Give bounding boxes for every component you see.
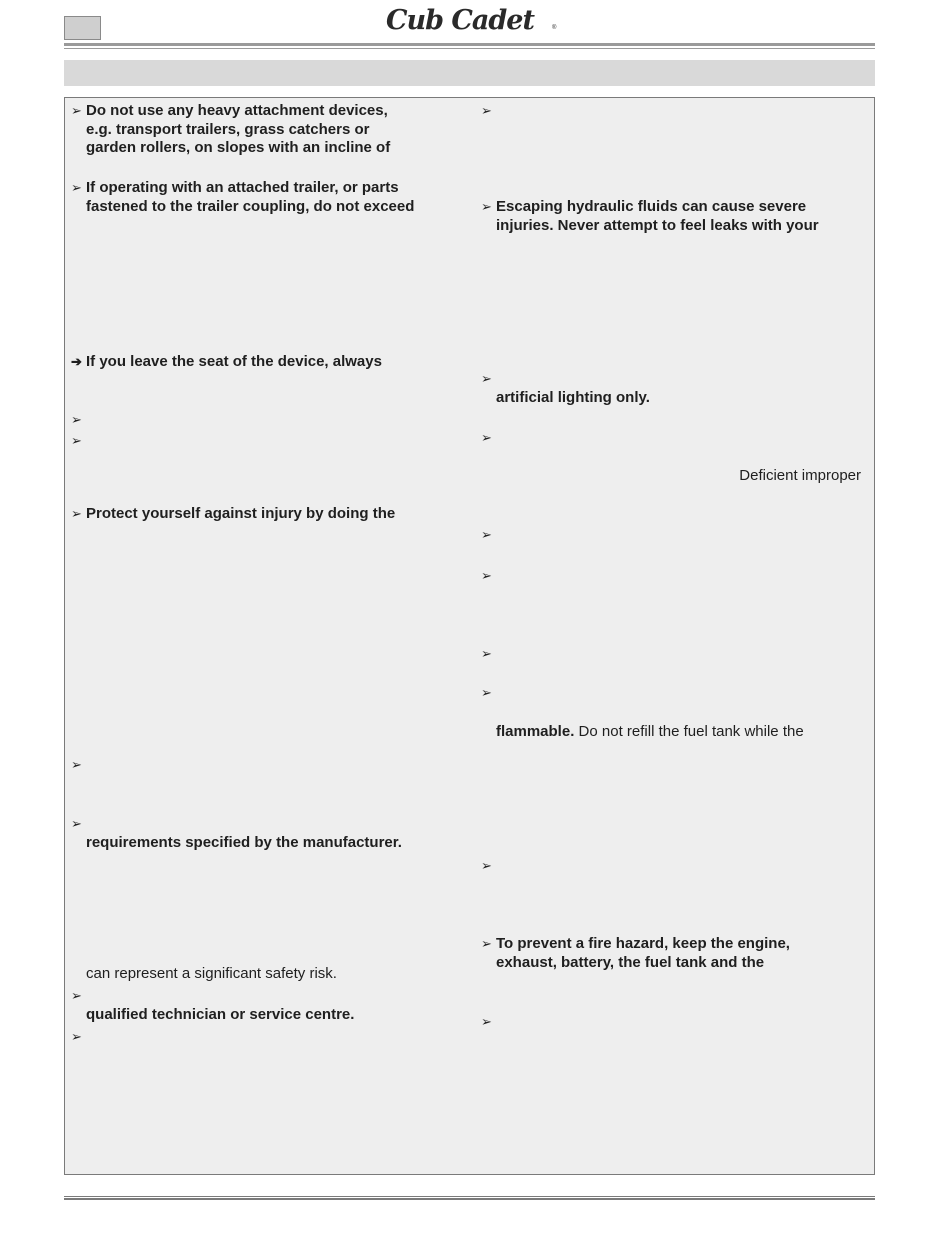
arrow-bullet-icon: ➢: [481, 685, 492, 700]
right-item-fire-hazard: To prevent a fire hazard, keep the engine, exhaust, battery, the fuel tank and the: [496, 935, 790, 971]
arrow-bullet-icon: ➢: [71, 433, 82, 448]
left-item-leave-seat: If you leave the seat of the device, always: [86, 353, 382, 370]
arrow-bullet-icon: ➢: [481, 103, 492, 118]
left-item-manufacturer: requirements specified by the manufacturer.: [86, 834, 402, 851]
right-item-flammable: flammable. Do not refill the fuel tank while the: [496, 723, 804, 740]
arrow-bullet-icon: ➢: [71, 757, 82, 772]
arrow-bullet-icon: ➢: [71, 103, 82, 118]
arrow-bullet-icon: ➢: [71, 988, 82, 1003]
arrow-bullet-icon: ➢: [481, 430, 492, 445]
section-title-band: [64, 60, 875, 86]
right-item-hydraulic: Escaping hydraulic fluids can cause severe injuries. Never attempt to feel leaks with your: [496, 198, 819, 234]
left-item-safety-risk: can represent a significant safety risk.: [86, 965, 337, 982]
bold-arrow-bullet-icon: ➔: [71, 354, 82, 369]
page-number-box: [64, 16, 101, 40]
arrow-bullet-icon: ➢: [481, 936, 492, 951]
arrow-bullet-icon: ➢: [71, 506, 82, 521]
arrow-bullet-icon: ➢: [71, 816, 82, 831]
arrow-bullet-icon: ➢: [481, 646, 492, 661]
arrow-bullet-icon: ➢: [71, 180, 82, 195]
left-item-trailer: If operating with an attached trailer, or parts fastened to the trailer coupling, do not exceed: [86, 179, 415, 215]
registered-mark: ®: [552, 25, 557, 31]
arrow-bullet-icon: ➢: [481, 858, 492, 873]
arrow-bullet-icon: ➢: [71, 412, 82, 427]
arrow-bullet-icon: ➢: [481, 199, 492, 214]
right-item-lighting: artificial lighting only.: [496, 389, 650, 406]
footer-rule-thin: [64, 1196, 875, 1197]
left-item-technician: qualified technician or service centre.: [86, 1006, 355, 1023]
left-item-protect: Protect yourself against injury by doing the: [86, 505, 396, 522]
right-item-deficient: Deficient improper: [739, 467, 861, 484]
left-item-heavy-attachments: Do not use any heavy attachment devices, e.g. transport trailers, grass catchers or garden rollers, on slopes with an incline of: [86, 102, 391, 156]
header-rule: [64, 43, 875, 46]
footer-rule: [64, 1198, 875, 1200]
arrow-bullet-icon: ➢: [481, 568, 492, 583]
arrow-bullet-icon: ➢: [481, 1014, 492, 1029]
arrow-bullet-icon: ➢: [481, 371, 492, 386]
logo-text: Cub Cadet: [386, 5, 534, 36]
cub-cadet-logo: [384, 2, 560, 36]
header-rule-thin: [64, 48, 875, 49]
arrow-bullet-icon: ➢: [481, 527, 492, 542]
arrow-bullet-icon: ➢: [71, 1029, 82, 1044]
